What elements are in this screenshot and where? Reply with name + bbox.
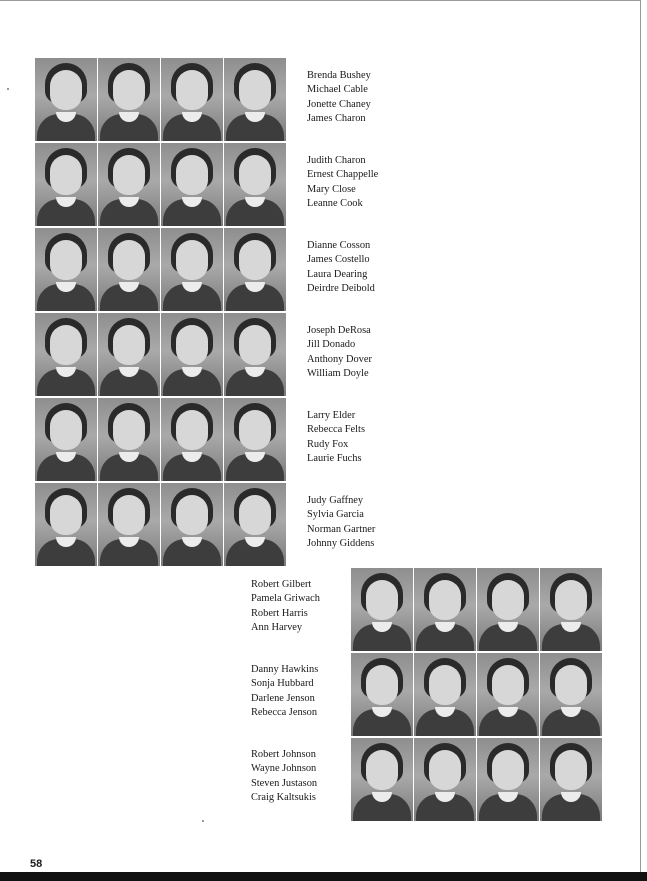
photo-grid-right (351, 568, 602, 821)
portrait-face (50, 495, 82, 535)
scan-speck (202, 820, 204, 822)
page-number: 58 (30, 858, 43, 870)
student-name: Robert Harris (251, 607, 308, 619)
student-portrait (35, 143, 97, 226)
student-name: Ernest Chappelle (307, 169, 379, 181)
portrait-face (50, 155, 82, 195)
student-portrait (35, 483, 97, 566)
student-name: James Costello (307, 254, 370, 266)
student-portrait (540, 568, 602, 651)
portrait-face (429, 665, 461, 705)
student-name: Joseph DeRosa (307, 325, 371, 336)
name-group (307, 69, 371, 126)
name-group (307, 154, 378, 211)
student-name: Rebecca Felts (307, 424, 365, 436)
portrait-face (176, 325, 208, 365)
student-name: Michael Cable (307, 84, 368, 96)
student-name: Jill Donado (307, 339, 356, 351)
student-portrait (224, 313, 286, 396)
student-name: Rudy Fox (307, 438, 349, 450)
student-name: Danny Hawkins (251, 664, 319, 675)
portrait-face (366, 750, 398, 790)
name-group (307, 324, 372, 381)
name-group (307, 239, 375, 296)
portrait-face (492, 665, 524, 705)
portrait-face (176, 70, 208, 110)
portrait-face (176, 410, 208, 450)
portrait-face (492, 750, 524, 790)
student-portrait (35, 313, 97, 396)
student-portrait (161, 143, 223, 226)
student-portrait (224, 228, 286, 311)
student-portrait (98, 228, 160, 311)
student-portrait (351, 653, 413, 736)
portrait-face (492, 580, 524, 620)
student-portrait (161, 398, 223, 481)
right-border (640, 0, 641, 872)
student-name: Laurie Fuchs (307, 452, 362, 464)
student-name: Robert Gilbert (251, 579, 312, 590)
student-portrait (540, 738, 602, 821)
student-name: Darlene Jenson (251, 692, 315, 704)
portrait-face (366, 665, 398, 705)
portrait-face (176, 240, 208, 280)
bottom-border (0, 872, 647, 881)
name-group (251, 663, 318, 720)
student-portrait (98, 58, 160, 141)
name-group (251, 748, 317, 805)
portrait-face (113, 325, 145, 365)
student-portrait (477, 568, 539, 651)
portrait-face (113, 240, 145, 280)
student-name: Larry Elder (307, 410, 356, 421)
portrait-face (555, 580, 587, 620)
student-portrait (224, 398, 286, 481)
student-portrait (224, 58, 286, 141)
student-portrait (161, 228, 223, 311)
student-portrait (351, 568, 413, 651)
student-name: Steven Justason (251, 777, 318, 789)
student-name: Dianne Cosson (307, 240, 371, 251)
student-name: James Charon (307, 112, 366, 124)
student-portrait (414, 568, 476, 651)
portrait-face (176, 155, 208, 195)
portrait-face (239, 70, 271, 110)
student-name: Ann Harvey (251, 621, 303, 633)
student-portrait (161, 58, 223, 141)
student-name: Leanne Cook (307, 197, 363, 209)
student-name: Johnny Giddens (307, 537, 375, 549)
student-portrait (161, 313, 223, 396)
student-portrait (35, 58, 97, 141)
portrait-face (113, 70, 145, 110)
student-name: William Doyle (307, 367, 369, 379)
student-name: Sonja Hubbard (251, 678, 314, 690)
student-portrait (35, 228, 97, 311)
student-name: Craig Kaltsukis (251, 791, 316, 803)
student-name: Mary Close (307, 183, 356, 195)
student-portrait (161, 483, 223, 566)
student-name: Wayne Johnson (251, 763, 317, 775)
student-portrait (224, 483, 286, 566)
portrait-face (50, 410, 82, 450)
portrait-face (239, 410, 271, 450)
student-portrait (98, 483, 160, 566)
student-portrait (414, 738, 476, 821)
top-border (0, 0, 640, 1)
student-portrait (98, 398, 160, 481)
portrait-face (113, 410, 145, 450)
portrait-face (50, 240, 82, 280)
portrait-face (176, 495, 208, 535)
portrait-face (239, 325, 271, 365)
portrait-face (239, 155, 271, 195)
student-portrait (98, 143, 160, 226)
student-name: Anthony Dover (307, 353, 372, 365)
student-portrait (351, 738, 413, 821)
name-group (251, 578, 320, 635)
portrait-face (555, 750, 587, 790)
student-portrait (224, 143, 286, 226)
portrait-face (50, 70, 82, 110)
student-name: Rebecca Jenson (251, 706, 318, 718)
portrait-face (113, 155, 145, 195)
student-name: Deirdre Deibold (307, 282, 375, 294)
photo-grid-left (35, 58, 286, 566)
student-name: Norman Gartner (307, 523, 376, 535)
name-group (307, 494, 375, 551)
student-name: Jonette Chaney (307, 98, 371, 110)
portrait-face (429, 750, 461, 790)
student-name: Sylvia Garcia (307, 509, 364, 521)
portrait-face (366, 580, 398, 620)
student-name: Robert Johnson (251, 749, 316, 760)
scan-speck (7, 88, 9, 90)
student-portrait (477, 653, 539, 736)
portrait-face (429, 580, 461, 620)
student-portrait (540, 653, 602, 736)
student-portrait (98, 313, 160, 396)
student-name: Judy Gaffney (307, 495, 364, 506)
student-portrait (477, 738, 539, 821)
student-name: Laura Dearing (307, 268, 368, 280)
student-name: Judith Charon (307, 155, 366, 166)
portrait-face (113, 495, 145, 535)
portrait-face (239, 240, 271, 280)
student-portrait (35, 398, 97, 481)
student-portrait (414, 653, 476, 736)
name-group (307, 409, 365, 466)
student-name: Pamela Griwach (251, 593, 320, 605)
portrait-face (555, 665, 587, 705)
portrait-face (239, 495, 271, 535)
portrait-face (50, 325, 82, 365)
student-name: Brenda Bushey (307, 70, 371, 81)
